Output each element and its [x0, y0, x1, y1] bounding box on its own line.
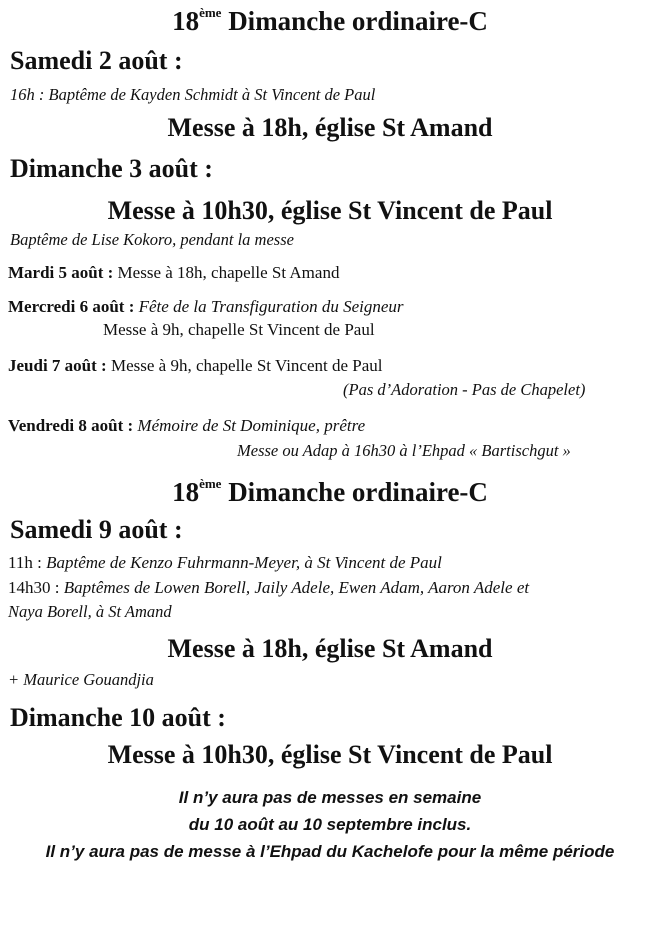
day-heading-sunday-3: Dimanche 3 août :	[10, 154, 213, 183]
title-number: 18	[172, 6, 200, 36]
feast-text: Fête de la Transfiguration du Seigneur	[134, 297, 404, 316]
baptism-line-continued: Naya Borell, à St Amand	[8, 602, 172, 621]
title-text: Dimanche ordinaire-C	[221, 477, 488, 507]
weekday-thursday-note: (Pas d’Adoration - Pas de Chapelet)	[343, 380, 586, 399]
section-title-18th-sunday	[0, 6, 660, 37]
day-heading-sunday-10: Dimanche 10 août :	[10, 703, 226, 732]
title-text: Dimanche ordinaire-C	[221, 6, 488, 36]
weekday-friday-mass: Messe ou Adap à 16h30 à l’Ehpad « Bartischgut »	[237, 441, 571, 460]
weekday-label: Mardi 5 août :	[8, 263, 114, 282]
baptism-line-14h30	[8, 578, 529, 598]
section-title-18th-sunday-2	[0, 477, 660, 508]
notice-line-1: Il n’y aura pas de messes en semaine	[178, 788, 482, 807]
mass-sunday-10: Messe à 10h30, église St Vincent de Paul	[107, 740, 553, 769]
weekday-thursday	[8, 356, 383, 376]
weekday-label: Jeudi 7 août :	[8, 356, 107, 375]
weekday-tuesday	[8, 263, 339, 283]
feast-text: Mémoire de St Dominique, prêtre	[133, 416, 366, 435]
title-superscript: ème	[199, 5, 222, 20]
day-heading-saturday-9: Samedi 9 août :	[10, 515, 183, 544]
weekday-wednesday-mass: Messe à 9h, chapelle St Vincent de Paul	[103, 320, 375, 339]
baptism-detail-sunday-3: Baptême de Lise Kokoro, pendant la messe	[10, 230, 294, 249]
title-number: 18	[172, 477, 200, 507]
baptism-line-11h	[8, 553, 442, 573]
weekday-wednesday	[8, 297, 404, 317]
baptism-text: Baptêmes de Lowen Borell, Jaily Adele, Ewen Adam, Aaron Adele et	[59, 578, 530, 597]
mass-sunday-3: Messe à 10h30, église St Vincent de Paul	[107, 196, 553, 225]
mass-intention: + Maurice Gouandjia	[8, 670, 154, 689]
weekday-text: Messe à 18h, chapelle St Amand	[113, 263, 340, 282]
time-label: 14h30 :	[8, 578, 60, 597]
weekday-label: Mercredi 6 août :	[8, 297, 135, 316]
weekday-label: Vendredi 8 août :	[8, 416, 134, 435]
mass-saturday-9: Messe à 18h, église St Amand	[167, 634, 493, 663]
baptism-text: Baptême de Kenzo Fuhrmann-Meyer, à St Vincent de Paul	[41, 553, 442, 572]
baptism-detail: 16h : Baptême de Kayden Schmidt à St Vincent de Paul	[10, 85, 376, 104]
title-superscript: ème	[199, 476, 222, 491]
time-label: 11h :	[8, 553, 42, 572]
weekday-text: Messe à 9h, chapelle St Vincent de Paul	[106, 356, 383, 375]
weekday-friday	[8, 416, 365, 436]
notice-line-2: du 10 août au 10 septembre inclus.	[188, 815, 472, 834]
day-heading-saturday-2: Samedi 2 août :	[10, 46, 183, 75]
mass-saturday-2: Messe à 18h, église St Amand	[167, 113, 493, 142]
notice-line-3: Il n’y aura pas de messe à l’Ehpad du Kachelofe pour la même période	[45, 842, 615, 861]
